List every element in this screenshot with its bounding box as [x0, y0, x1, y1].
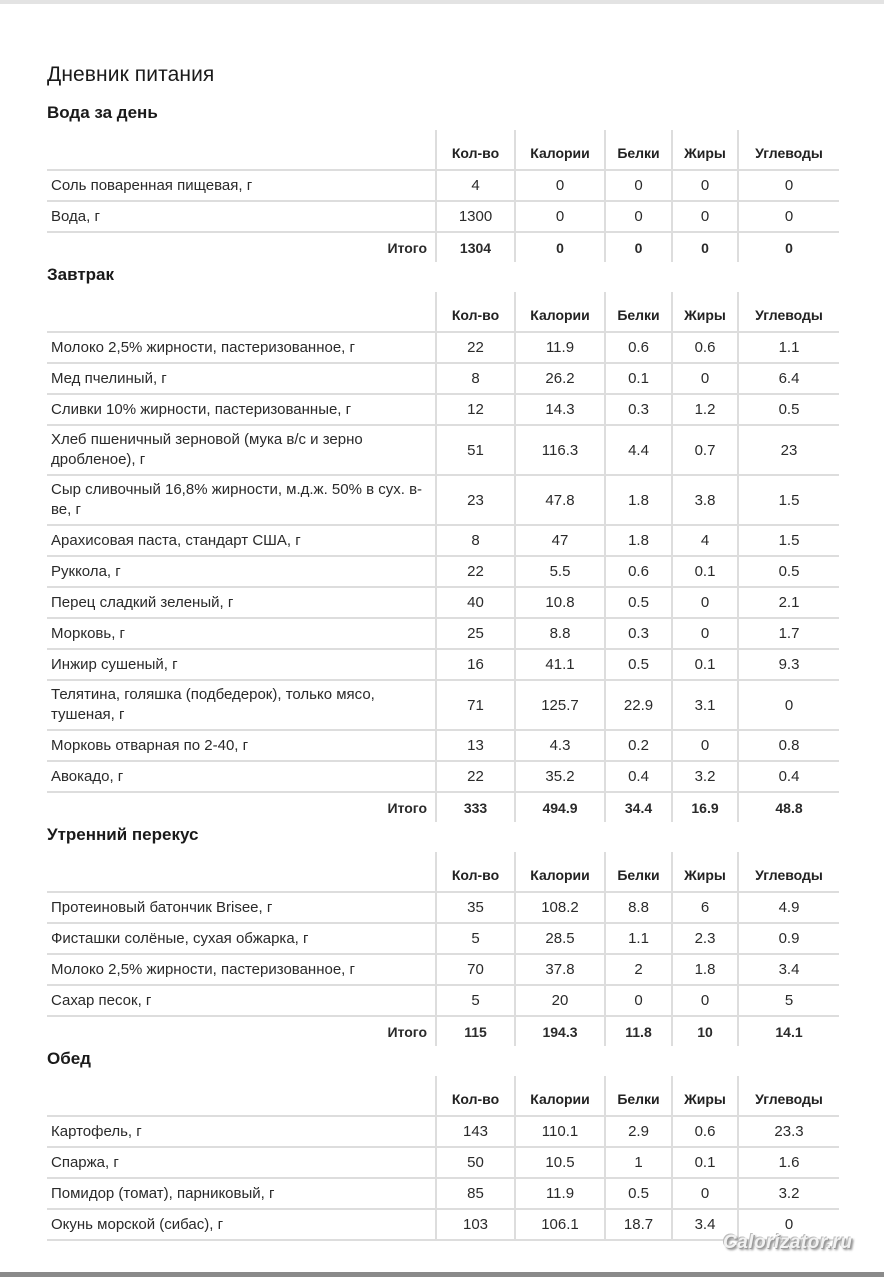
column-header-carbs: Углеводы: [738, 1076, 839, 1116]
header-blank: [47, 852, 436, 892]
column-header-carbs: Углеводы: [738, 852, 839, 892]
cell-fat: 0.7: [672, 425, 738, 475]
cell-calories: 0: [515, 201, 605, 232]
cell-qty: 4: [436, 170, 515, 201]
food-row: [47, 363, 839, 394]
meal-section: [47, 262, 839, 822]
cell-calories: 4.3: [515, 730, 605, 761]
cell-carbs: 1.1: [738, 332, 839, 363]
cell-fat: 3.4: [672, 1209, 738, 1240]
cell-protein: 2: [605, 954, 672, 985]
food-row: [47, 985, 839, 1016]
section-title: Утренний перекус: [47, 825, 199, 844]
cell-qty: 16: [436, 649, 515, 680]
food-row: [47, 954, 839, 985]
cell-protein: 0.6: [605, 332, 672, 363]
cell-calories: 116.3: [515, 425, 605, 475]
column-header-protein: Белки: [605, 1076, 672, 1116]
cell-calories: 11.9: [515, 1178, 605, 1209]
column-header-qty: Кол-во: [436, 1076, 515, 1116]
food-name: Морковь отварная по 2-40, г: [47, 730, 436, 761]
cell-calories: 125.7: [515, 680, 605, 730]
meal-section: [47, 1046, 839, 1241]
column-header-qty: Кол-во: [436, 292, 515, 332]
food-row: [47, 425, 839, 475]
column-header-calories: Калории: [515, 130, 605, 170]
food-row: [47, 201, 839, 232]
food-name: Картофель, г: [47, 1116, 436, 1147]
cell-qty: 22: [436, 761, 515, 792]
header-blank: [47, 1076, 436, 1116]
food-name: Помидор (томат), парниковый, г: [47, 1178, 436, 1209]
cell-fat: 3.1: [672, 680, 738, 730]
cell-protein: 0.5: [605, 649, 672, 680]
food-name: Молоко 2,5% жирности, пастеризованное, г: [47, 332, 436, 363]
cell-protein: 0: [605, 985, 672, 1016]
cell-fat: 6: [672, 892, 738, 923]
food-row: [47, 170, 839, 201]
cell-protein: 2.9: [605, 1116, 672, 1147]
cell-protein: 0.6: [605, 556, 672, 587]
food-name: Мед пчелиный, г: [47, 363, 436, 394]
cell-qty: 1300: [436, 201, 515, 232]
food-row: [47, 923, 839, 954]
food-row: [47, 892, 839, 923]
cell-carbs: 1.5: [738, 525, 839, 556]
cell-fat: 0.6: [672, 1116, 738, 1147]
total-fat: 0: [672, 232, 738, 262]
cell-fat: 3.8: [672, 475, 738, 525]
page-title: Дневник питания: [47, 63, 215, 86]
cell-calories: 110.1: [515, 1116, 605, 1147]
food-name: Соль поваренная пищевая, г: [47, 170, 436, 201]
cell-calories: 106.1: [515, 1209, 605, 1240]
cell-qty: 5: [436, 985, 515, 1016]
cell-qty: 8: [436, 363, 515, 394]
header-blank: [47, 292, 436, 332]
cell-qty: 71: [436, 680, 515, 730]
cell-fat: 0: [672, 618, 738, 649]
cell-qty: 8: [436, 525, 515, 556]
cell-carbs: 23.3: [738, 1116, 839, 1147]
cell-qty: 12: [436, 394, 515, 425]
food-row: [47, 525, 839, 556]
cell-carbs: 0.5: [738, 556, 839, 587]
cell-qty: 23: [436, 475, 515, 525]
food-row: [47, 680, 839, 730]
column-header-calories: Калории: [515, 852, 605, 892]
column-header-fat: Жиры: [672, 1076, 738, 1116]
total-qty: 1304: [436, 232, 515, 262]
food-row: [47, 730, 839, 761]
food-name: Арахисовая паста, стандарт США, г: [47, 525, 436, 556]
cell-fat: 4: [672, 525, 738, 556]
food-name: Молоко 2,5% жирности, пастеризованное, г: [47, 954, 436, 985]
cell-fat: 1.8: [672, 954, 738, 985]
cell-calories: 20: [515, 985, 605, 1016]
total-protein: 34.4: [605, 792, 672, 822]
cell-calories: 0: [515, 170, 605, 201]
cell-calories: 28.5: [515, 923, 605, 954]
cell-fat: 0: [672, 363, 738, 394]
total-protein: 11.8: [605, 1016, 672, 1046]
food-name: Хлеб пшеничный зерновой (мука в/с и зерно дробленое), г: [47, 425, 436, 475]
section-title: Вода за день: [47, 103, 158, 122]
food-name: Протеиновый батончик Brisee, г: [47, 892, 436, 923]
cell-qty: 51: [436, 425, 515, 475]
cell-qty: 25: [436, 618, 515, 649]
cell-calories: 10.5: [515, 1147, 605, 1178]
column-header-carbs: Углеводы: [738, 130, 839, 170]
total-row: [47, 1016, 839, 1046]
food-name: Окунь морской (сибас), г: [47, 1209, 436, 1240]
cell-carbs: 2.1: [738, 587, 839, 618]
cell-protein: 8.8: [605, 892, 672, 923]
food-name: Морковь, г: [47, 618, 436, 649]
cell-carbs: 4.9: [738, 892, 839, 923]
food-name: Сыр сливочный 16,8% жирности, м.д.ж. 50% в сух. в-ве, г: [47, 475, 436, 525]
cell-fat: 2.3: [672, 923, 738, 954]
cell-qty: 5: [436, 923, 515, 954]
cell-calories: 26.2: [515, 363, 605, 394]
cell-carbs: 1.5: [738, 475, 839, 525]
total-row: [47, 232, 839, 262]
cell-calories: 14.3: [515, 394, 605, 425]
total-calories: 0: [515, 232, 605, 262]
cell-carbs: 0.4: [738, 761, 839, 792]
food-row: [47, 1209, 839, 1240]
food-name: Инжир сушеный, г: [47, 649, 436, 680]
total-qty: 333: [436, 792, 515, 822]
total-fat: 16.9: [672, 792, 738, 822]
total-fat: 10: [672, 1016, 738, 1046]
cell-protein: 0.1: [605, 363, 672, 394]
column-header-protein: Белки: [605, 292, 672, 332]
food-name: Фисташки солёные, сухая обжарка, г: [47, 923, 436, 954]
cell-qty: 50: [436, 1147, 515, 1178]
cell-fat: 0.1: [672, 1147, 738, 1178]
column-header-calories: Калории: [515, 1076, 605, 1116]
section-title: Завтрак: [47, 265, 115, 284]
food-row: [47, 649, 839, 680]
cell-qty: 40: [436, 587, 515, 618]
cell-qty: 22: [436, 556, 515, 587]
cell-qty: 22: [436, 332, 515, 363]
nutrition-table: [47, 1076, 839, 1241]
cell-fat: 0: [672, 730, 738, 761]
food-row: [47, 1147, 839, 1178]
cell-qty: 85: [436, 1178, 515, 1209]
food-name: Авокадо, г: [47, 761, 436, 792]
cell-protein: 0.5: [605, 1178, 672, 1209]
total-qty: 115: [436, 1016, 515, 1046]
bottom-border: [0, 1272, 884, 1277]
cell-fat: 0: [672, 1178, 738, 1209]
cell-protein: 0: [605, 201, 672, 232]
cell-qty: 143: [436, 1116, 515, 1147]
food-row: [47, 556, 839, 587]
total-carbs: 0: [738, 232, 839, 262]
food-row: [47, 587, 839, 618]
cell-carbs: 6.4: [738, 363, 839, 394]
cell-carbs: 0: [738, 680, 839, 730]
top-border: [0, 0, 884, 4]
cell-calories: 5.5: [515, 556, 605, 587]
food-diary: [47, 58, 839, 1241]
total-label: Итого: [387, 799, 427, 816]
nutrition-table: [47, 852, 839, 1046]
food-name: Вода, г: [47, 201, 436, 232]
watermark-logo: Calorizator.ru: [723, 1232, 853, 1253]
cell-qty: 103: [436, 1209, 515, 1240]
food-name: Спаржа, г: [47, 1147, 436, 1178]
food-name: Сливки 10% жирности, пастеризованные, г: [47, 394, 436, 425]
cell-protein: 1: [605, 1147, 672, 1178]
cell-carbs: 0: [738, 1209, 839, 1240]
cell-carbs: 1.6: [738, 1147, 839, 1178]
cell-fat: 0.1: [672, 649, 738, 680]
cell-protein: 1.8: [605, 475, 672, 525]
total-calories: 494.9: [515, 792, 605, 822]
food-row: [47, 1116, 839, 1147]
cell-protein: 0.3: [605, 618, 672, 649]
cell-fat: 0.6: [672, 332, 738, 363]
cell-calories: 10.8: [515, 587, 605, 618]
column-header-fat: Жиры: [672, 852, 738, 892]
cell-carbs: 0.9: [738, 923, 839, 954]
column-header-calories: Калории: [515, 292, 605, 332]
cell-fat: 3.2: [672, 761, 738, 792]
cell-carbs: 23: [738, 425, 839, 475]
food-row: [47, 332, 839, 363]
food-name: Перец сладкий зеленый, г: [47, 587, 436, 618]
cell-carbs: 0.5: [738, 394, 839, 425]
section-title: Обед: [47, 1049, 91, 1068]
cell-fat: 1.2: [672, 394, 738, 425]
cell-protein: 0: [605, 170, 672, 201]
header-blank: [47, 130, 436, 170]
table-header-row: [47, 1076, 839, 1116]
column-header-carbs: Углеводы: [738, 292, 839, 332]
total-label: Итого: [387, 239, 427, 256]
cell-protein: 4.4: [605, 425, 672, 475]
cell-protein: 1.1: [605, 923, 672, 954]
cell-carbs: 0: [738, 201, 839, 232]
table-header-row: [47, 130, 839, 170]
cell-fat: 0: [672, 201, 738, 232]
nutrition-table: [47, 292, 839, 822]
cell-carbs: 3.4: [738, 954, 839, 985]
meal-section: [47, 100, 839, 262]
table-header-row: [47, 852, 839, 892]
total-calories: 194.3: [515, 1016, 605, 1046]
cell-calories: 41.1: [515, 649, 605, 680]
column-header-protein: Белки: [605, 130, 672, 170]
column-header-qty: Кол-во: [436, 852, 515, 892]
food-row: [47, 618, 839, 649]
cell-protein: 0.5: [605, 587, 672, 618]
column-header-qty: Кол-во: [436, 130, 515, 170]
total-row: [47, 792, 839, 822]
food-name: Руккола, г: [47, 556, 436, 587]
column-header-fat: Жиры: [672, 292, 738, 332]
cell-calories: 108.2: [515, 892, 605, 923]
food-name: Телятина, голяшка (подбедерок), только мясо, тушеная, г: [47, 680, 436, 730]
cell-calories: 47: [515, 525, 605, 556]
cell-protein: 0.4: [605, 761, 672, 792]
cell-carbs: 0: [738, 170, 839, 201]
cell-fat: 0: [672, 587, 738, 618]
cell-carbs: 0.8: [738, 730, 839, 761]
meal-section: [47, 822, 839, 1046]
nutrition-table: [47, 130, 839, 262]
cell-carbs: 1.7: [738, 618, 839, 649]
cell-qty: 35: [436, 892, 515, 923]
cell-carbs: 5: [738, 985, 839, 1016]
total-protein: 0: [605, 232, 672, 262]
table-header-row: [47, 292, 839, 332]
food-name: Сахар песок, г: [47, 985, 436, 1016]
cell-calories: 8.8: [515, 618, 605, 649]
column-header-protein: Белки: [605, 852, 672, 892]
food-row: [47, 1178, 839, 1209]
column-header-fat: Жиры: [672, 130, 738, 170]
total-carbs: 48.8: [738, 792, 839, 822]
cell-protein: 22.9: [605, 680, 672, 730]
food-row: [47, 761, 839, 792]
cell-fat: 0: [672, 985, 738, 1016]
cell-protein: 1.8: [605, 525, 672, 556]
food-row: [47, 394, 839, 425]
food-row: [47, 475, 839, 525]
meal-sections: [47, 100, 839, 1241]
cell-calories: 37.8: [515, 954, 605, 985]
cell-fat: 0: [672, 170, 738, 201]
cell-fat: 0.1: [672, 556, 738, 587]
cell-calories: 35.2: [515, 761, 605, 792]
cell-qty: 70: [436, 954, 515, 985]
cell-calories: 47.8: [515, 475, 605, 525]
total-label: Итого: [387, 1023, 427, 1040]
cell-protein: 18.7: [605, 1209, 672, 1240]
cell-qty: 13: [436, 730, 515, 761]
cell-protein: 0.3: [605, 394, 672, 425]
cell-carbs: 3.2: [738, 1178, 839, 1209]
total-carbs: 14.1: [738, 1016, 839, 1046]
cell-carbs: 9.3: [738, 649, 839, 680]
cell-protein: 0.2: [605, 730, 672, 761]
cell-calories: 11.9: [515, 332, 605, 363]
